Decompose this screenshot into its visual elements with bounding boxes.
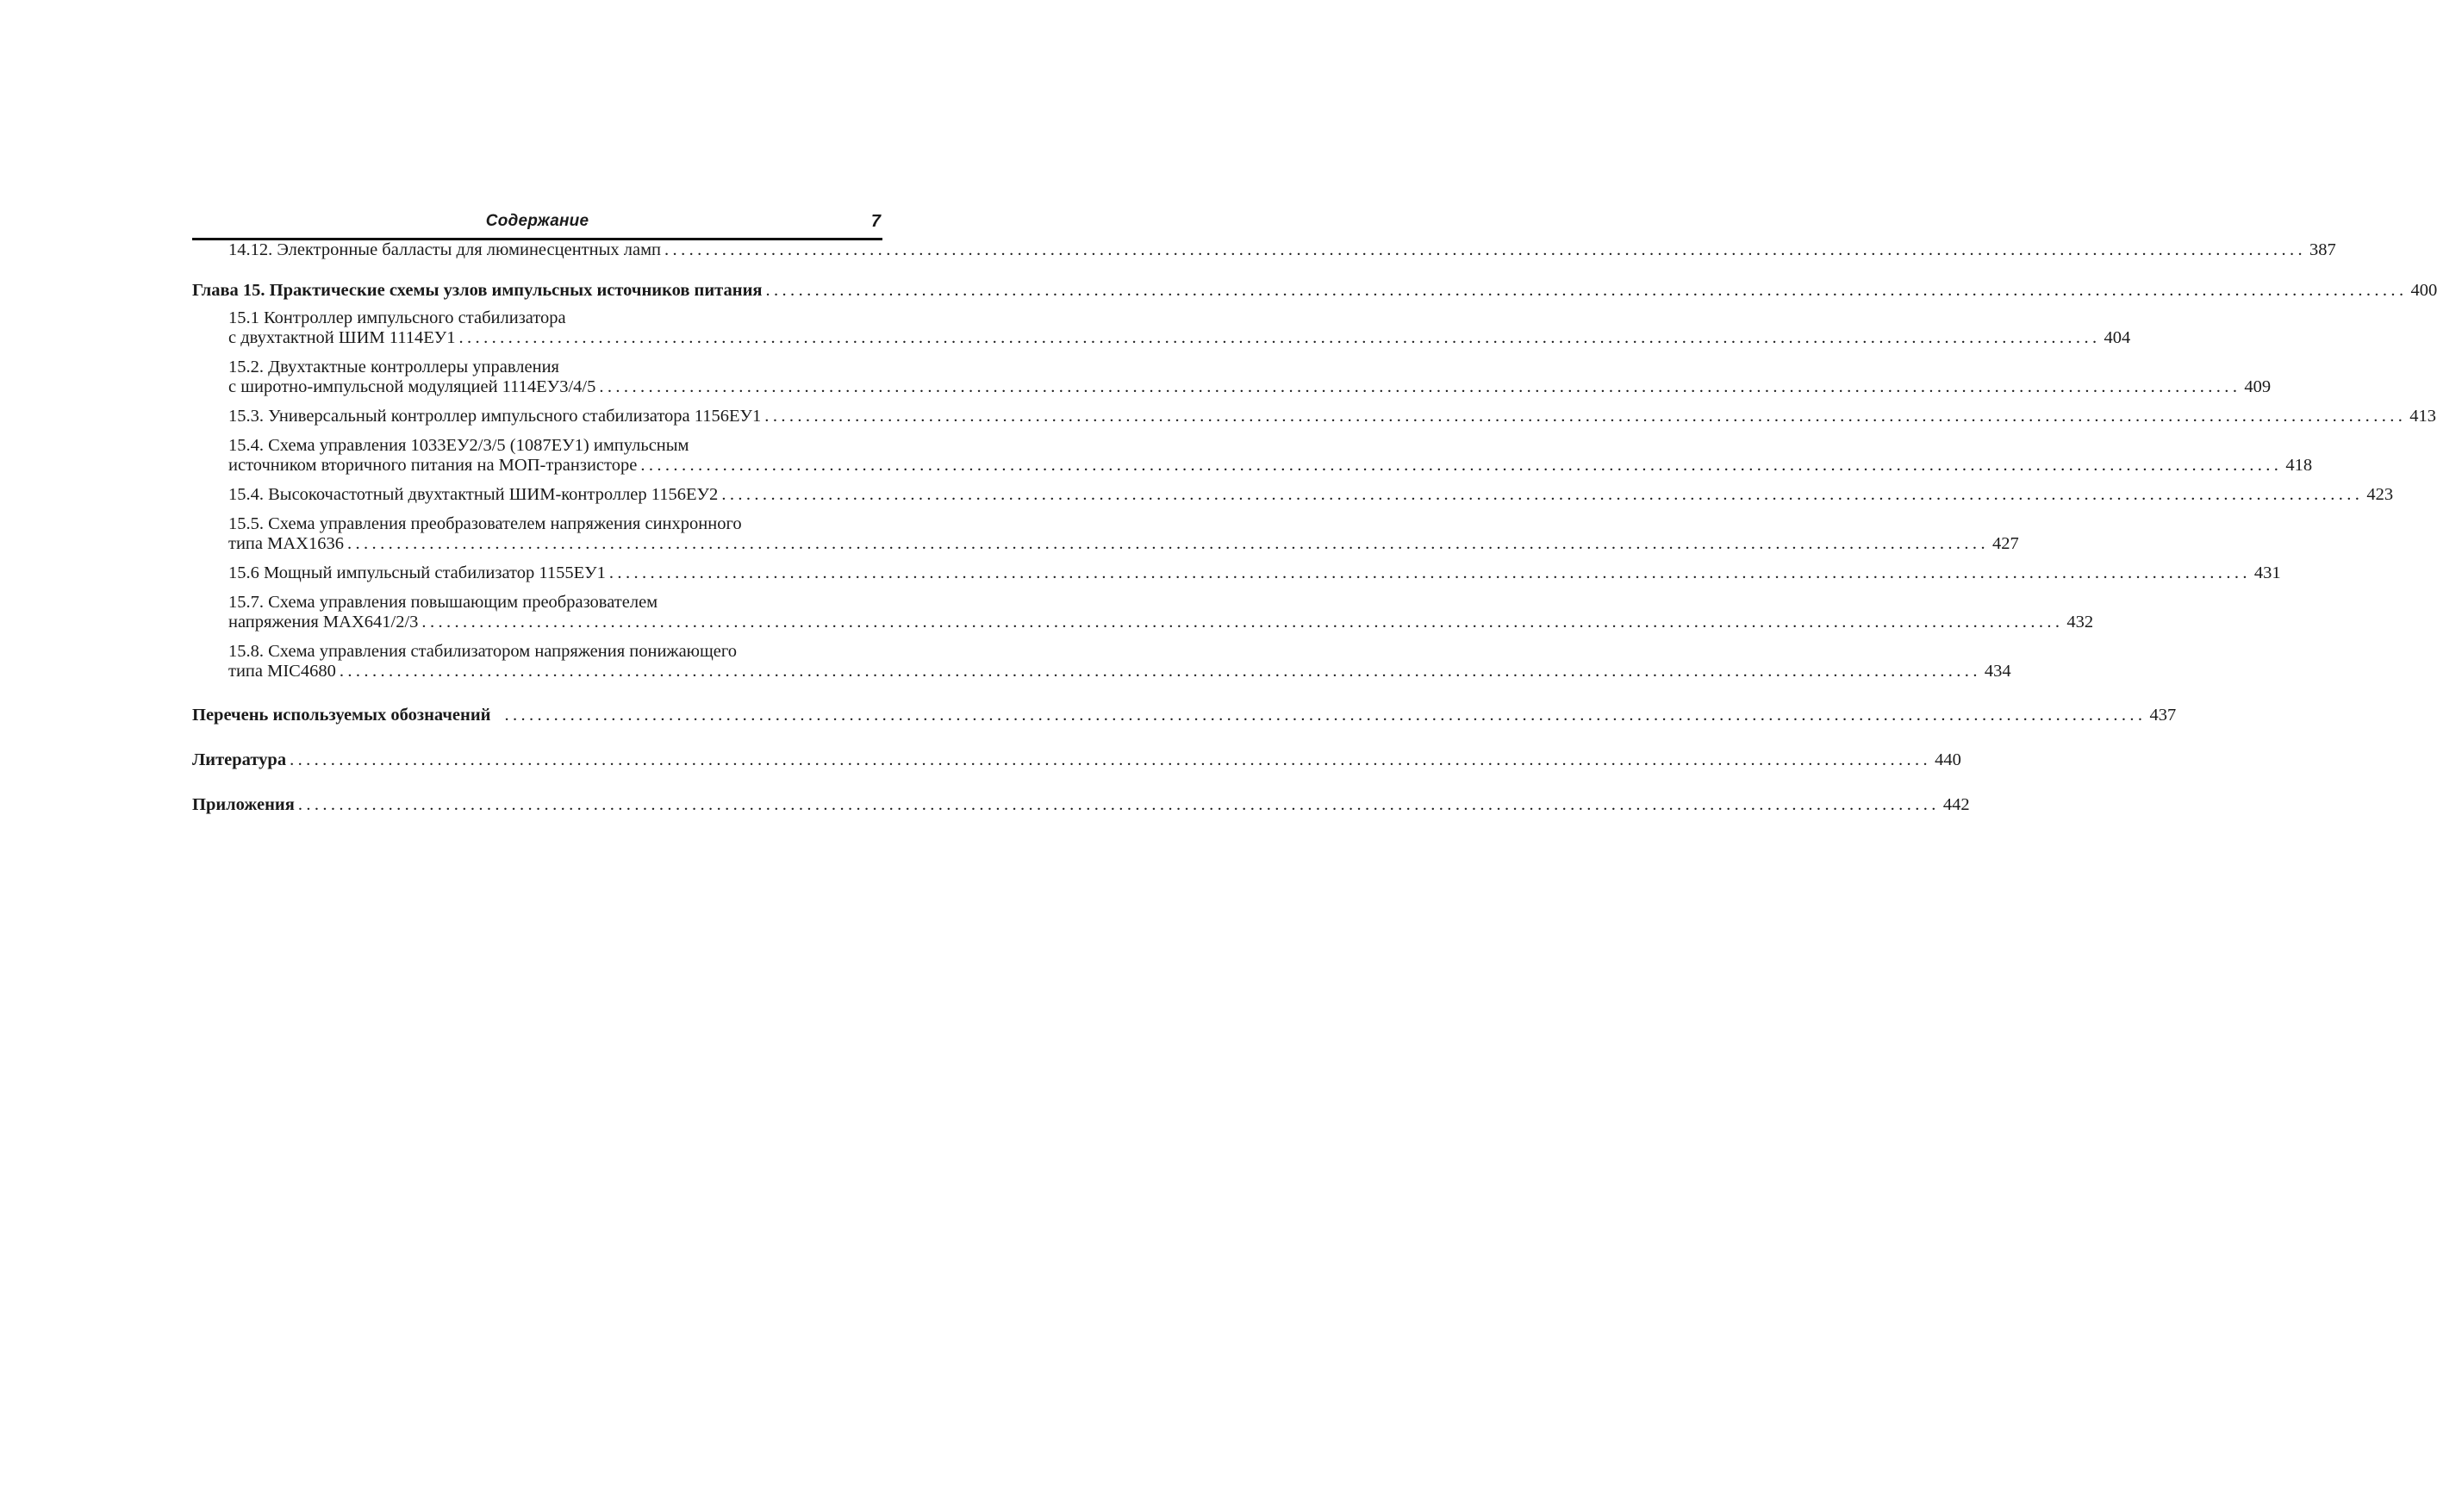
toc-entry-first-line: 15.2. Двухтактные контроллеры управления <box>228 358 559 376</box>
toc-entry-15-4a <box>228 455 2313 476</box>
toc-leader-dots: ........................................................................................................................................................................................................ <box>765 281 2408 300</box>
toc-entry-15-7 <box>228 612 2094 632</box>
toc-entry-first-line: 15.5. Схема управления преобразователем напряжения синхронного <box>228 514 742 533</box>
toc-leader-dots: ........................................................................................................................................................................................................ <box>640 456 2283 475</box>
toc-entry-page: 387 <box>2309 240 2336 259</box>
toc-entry-page: 431 <box>2253 563 2281 582</box>
toc-entry-title: напряжения MAX641/2/3 <box>228 613 419 632</box>
toc-entry-title: 15.4. Высокочастотный двухтактный ШИМ-контроллер 1156ЕУ2 <box>228 485 719 504</box>
toc-entry-page: 418 <box>2285 456 2313 475</box>
toc-leader-dots: ........................................................................................................................................................................................................ <box>608 563 2251 582</box>
toc-entry-page: 440 <box>1935 750 1961 769</box>
toc-leader-dots: ........................................................................................................................................................................................................ <box>297 795 1940 814</box>
toc-leader-dots: ........................................................................................................................................................................................................ <box>599 377 2241 396</box>
running-header-title: Содержание <box>485 212 589 230</box>
toc-entry-title: типа MAX1636 <box>228 534 344 553</box>
toc-entry-title: с двухтактной ШИМ 1114ЕУ1 <box>228 328 456 347</box>
toc-entry-page: 437 <box>2149 706 2177 725</box>
page-number: 7 <box>870 212 881 231</box>
toc-entry-page: 423 <box>2366 485 2394 504</box>
toc-entry-title: типа MIC4680 <box>228 662 336 681</box>
toc-entry-page: 427 <box>1991 534 2019 553</box>
toc-entry-page: 442 <box>1942 795 1970 814</box>
toc-entry-first-line: 15.1 Контроллер импульсного стабилизатора <box>228 308 566 327</box>
toc-leader-dots: ........................................................................................................................................................................................................ <box>421 613 2064 632</box>
toc-appendices <box>192 794 1970 815</box>
toc-entry-first-line: 15.7. Схема управления повышающим преобразователем <box>228 593 658 612</box>
toc-entry-page: 400 <box>2410 281 2437 300</box>
toc-leader-dots: ........................................................................................................................................................................................................ <box>458 328 2101 347</box>
toc-entry-15-3 <box>228 406 2437 426</box>
toc-entry-title: Глава 15. Практические схемы узлов импульсных источников питания <box>192 281 763 300</box>
toc-leader-dots: ........................................................................................................................................................................................................ <box>346 534 1989 553</box>
toc-leader-dots: ........................................................................................................................................................................................................ <box>764 407 2407 426</box>
toc-leader-dots: ........................................................................................................................................................................................................ <box>339 662 1981 681</box>
toc-entry-14-12 <box>228 240 2336 260</box>
toc-entry-15-1 <box>228 327 2131 348</box>
toc-leader-dots: ........................................................................................................................................................................................................ <box>664 240 2307 259</box>
toc-entry-title: источником вторичного питания на МОП-транзисторе <box>228 456 638 475</box>
toc-entry-first-line: 15.4. Схема управления 1033ЕУ2/3/5 (1087ЕУ1) импульсным <box>228 436 689 455</box>
toc-entry-title: Литература <box>192 750 287 769</box>
toc-entry-title: Приложения <box>192 795 295 814</box>
toc-entry-title: 15.3. Универсальный контроллер импульсного стабилизатора 1156ЕУ1 <box>228 407 762 426</box>
toc-entry-page: 404 <box>2104 328 2131 347</box>
toc-entry-15-6 <box>228 563 2281 583</box>
toc-entry-title: с широтно-импульсной модуляцией 1114ЕУ3/4/5 <box>228 377 596 396</box>
toc-entry-15-5 <box>228 533 2019 554</box>
toc-leader-dots: ........................................................................................................................................................................................................ <box>504 706 2147 725</box>
toc-entry-page: 409 <box>2244 377 2272 396</box>
toc-literature <box>192 750 1961 770</box>
toc-entry-15-8 <box>228 661 2011 681</box>
toc-entry-15-4b <box>228 484 2394 505</box>
toc-entry-page: 413 <box>2409 407 2437 426</box>
running-header <box>192 212 882 240</box>
toc-leader-dots: ........................................................................................................................................................................................................ <box>721 485 2364 504</box>
toc-entry-title: Перечень используемых обозначений <box>192 706 491 725</box>
toc-entry-page: 432 <box>2066 613 2094 632</box>
toc-entry-first-line: 15.8. Схема управления стабилизатором напряжения понижающего <box>228 642 738 661</box>
toc-symbols-list <box>192 705 2177 725</box>
toc-entry-page: 434 <box>1984 662 2011 681</box>
toc-chapter-15 <box>192 280 2437 301</box>
toc-leader-dots: ........................................................................................................................................................................................................ <box>290 750 1932 769</box>
toc-entry-title: 15.6 Мощный импульсный стабилизатор 1155ЕУ1 <box>228 563 606 582</box>
toc-entry-15-2 <box>228 376 2272 397</box>
toc-entry-title: 14.12. Электронные балласты для люминесцентных ламп <box>228 240 662 259</box>
